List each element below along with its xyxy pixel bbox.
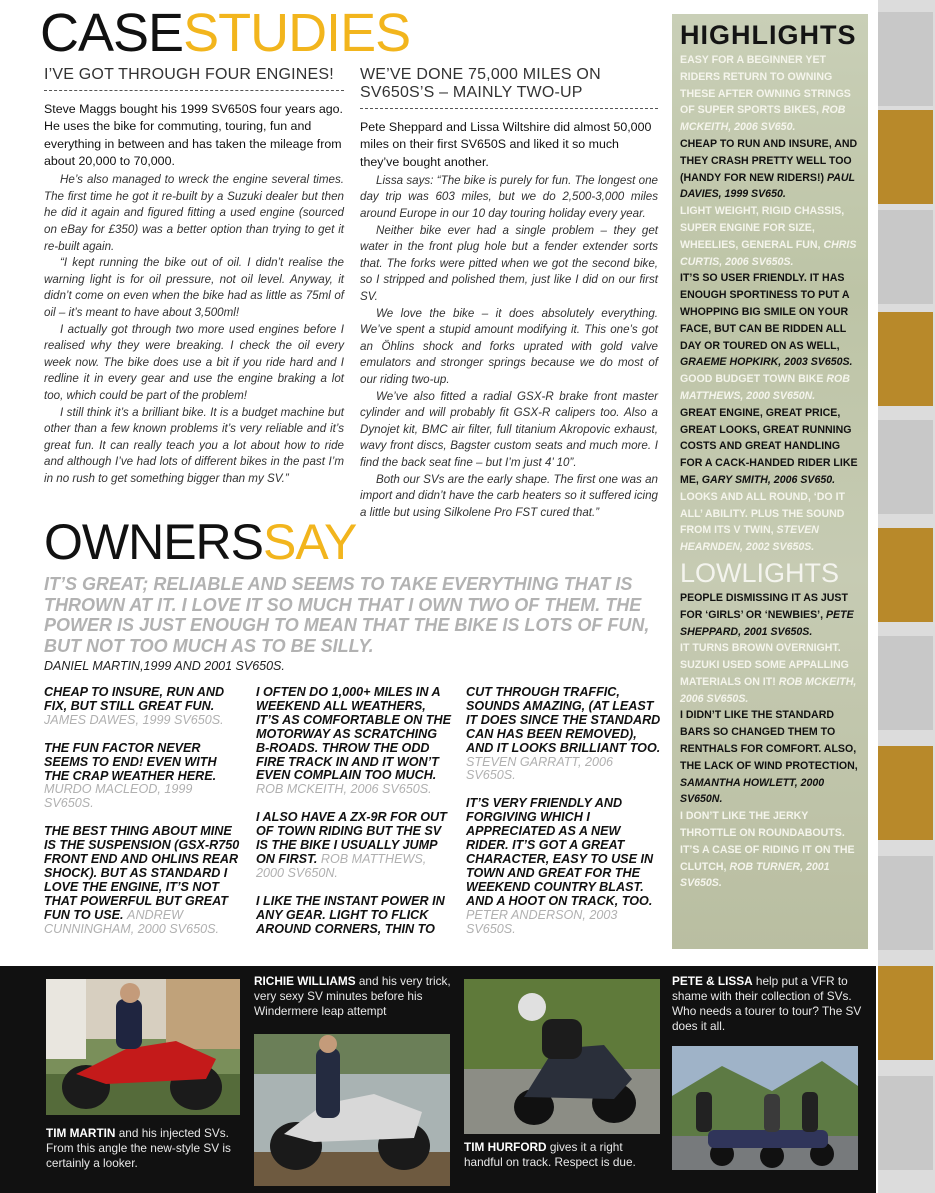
edge-tab <box>878 12 933 106</box>
sidebar-item-author: ROB MCKEITH, 2006 SV650. <box>680 104 846 134</box>
photo-pete-lissa <box>672 1046 858 1170</box>
photo-image <box>254 1034 450 1186</box>
caption-text: and his very trick, very sexy SV minutes before his Windermere leap attempt <box>254 974 451 1018</box>
owner-quote-author: ROB MCKEITH, 2006 SV650S. <box>256 782 432 797</box>
story-pete-lissa <box>360 66 658 521</box>
photo-richie-williams <box>254 1034 450 1186</box>
edge-tab <box>878 856 933 950</box>
owner-quote <box>44 686 240 728</box>
sidebar-item <box>680 52 860 136</box>
owner-quote <box>44 825 240 936</box>
edge-tab <box>878 1076 933 1170</box>
owner-quote-text: I ALSO HAVE A ZX-9R FOR OUT OF TOWN RIDING BUT THE SV IS THE BIKE I USUALLY JUMP ON FIRST. <box>256 810 447 866</box>
photo-caption <box>672 974 862 1034</box>
story-steve-maggs <box>44 66 344 487</box>
edge-tab <box>878 210 933 304</box>
story-paragraph: We’ve also fitted a radial GSX-R brake front master cylinder and will probably fit GSX-R calipers too. Also a Dynojet kit, BMC air filter, full titanium Akropovic exhaust, wavy front discs, Bagster custom seats and much more. I find the back seat fine – but I’m just 4’ 10”. <box>360 389 658 469</box>
sidebar-item-text: CHEAP TO RUN AND INSURE, AND THEY CRASH PRETTY WELL TOO (HANDY FOR NEW RIDERS!) <box>680 137 858 184</box>
lowlights-heading: LOWLIGHTS <box>680 557 840 588</box>
story-headline: WE’VE DONE 75,000 MILES ON SV650S’S – MAINLY TWO-UP <box>360 66 658 109</box>
sidebar-item <box>680 808 860 892</box>
sidebar-item <box>680 405 860 489</box>
story-paragraph: We love the bike – it does absolutely everything. We’ve spent a stupid amount modifying it. This one’s got an Öhlins shock and forks uprated with gold valve emulators and stronger springs because we do most of our riding two-up. <box>360 306 658 387</box>
quote-column-2 <box>256 686 452 951</box>
highlights-sidebar <box>672 14 868 949</box>
caption-text: help put a VFR to shame with their collection of SVs. Who needs a tourer to tour? The SV does it all. <box>672 974 862 1033</box>
owner-quote-text: CUT THROUGH TRAFFIC, SOUNDS AMAZING, (AT LEAST IT DOES SINCE THE STANDARD CAN HAS BEEN REMOVED), AND IT LOOKS BRILLIANT TOO. <box>466 685 661 755</box>
owner-quote-text: IT’S VERY FRIENDLY AND FORGIVING WHICH I APPRECIATED AS A NEW RIDER. IT’S GOT A GREAT CHARACTER, EASY TO USE IN TOWN AND GREAT FOR THE WEEKEND COUNTRY BLAST. AND A HOOT ON TRACK, TOO. <box>466 796 654 908</box>
owner-quote <box>466 686 662 783</box>
pull-quote-credit: DANIEL MARTIN,1999 AND 2001 SV650S. <box>44 659 285 673</box>
story-paragraph: I still think it’s a brilliant bike. It is a budget machine but other than a few known problems it’s very reliable and it’s great fun. It can really teach you a lot about how to ride and although I’ve had lots of different bikes in the past I’m in no rush to get something bigger than my SV.” <box>44 405 344 485</box>
title-part-2: STUDIES <box>183 3 411 63</box>
highlights-list <box>680 52 860 556</box>
sidebar-item-author: SAMANTHA HOWLETT, 2000 SV650N. <box>680 776 825 806</box>
sidebar-item-text: GREAT ENGINE, GREAT PRICE, GREAT LOOKS, GREAT RUNNING COSTS AND GREAT HANDLING FOR A CACK-HANDED RIDER LIKE ME, <box>680 406 858 486</box>
lowlights-list <box>680 590 860 892</box>
sidebar-item <box>680 371 860 405</box>
quote-column-1 <box>44 686 240 951</box>
story-paragraph: Both our SVs are the early shape. The first one was an import and didn’t have the carb heaters so it suffered icing a little but using Silkolene Pro FST cured that.” <box>360 472 658 519</box>
story-paragraph: “I kept running the bike out of oil. I didn’t realise the warning light is for oil pressure, not oil level. Anyway, it didn’t come on even when the bike had as little as 75ml of oil – it’s meant to have about 3,500ml! <box>44 256 344 319</box>
photo-tim-hurford <box>464 979 660 1134</box>
owner-quote <box>466 797 662 936</box>
sidebar-item-author: ROB TURNER, 2001 SV650S. <box>680 860 830 890</box>
owner-quote-text: CHEAP TO INSURE, RUN AND FIX, BUT STILL GREAT FUN. <box>44 685 225 713</box>
story-paragraph: He’s also managed to wreck the engine several times. The first time he got it re-built by a Suzuki dealer but then he did it again and figured fitting a used engine (sourced on eBay for £350) was a better option than trying to get it re-built again. <box>44 173 344 253</box>
title-part-1: CASE <box>40 3 184 63</box>
photo-strip <box>0 966 876 1193</box>
owner-quote <box>256 686 452 797</box>
story-paragraph: Neither bike ever had a single problem – they get water in the front plug hole but a fender extender sorts that. The forks were pitted when we got the second bike, so I stripped and polished them, just like I did on our first SV. <box>360 223 658 304</box>
edge-tab <box>878 746 933 840</box>
caption-name: PETE & LISSA <box>672 974 753 988</box>
owners-say-title <box>44 516 356 568</box>
caption-text: and his injected SVs. From this angle the new-style SV is certainly a looker. <box>46 1126 231 1170</box>
sidebar-item-text: I DON’T LIKE THE JERKY THROTTLE ON ROUNDABOUTS. IT’S A CASE OF RIDING IT ON THE CLUTCH, <box>680 810 855 873</box>
title-part-1: OWNERS <box>44 514 263 570</box>
owner-quote-text: I LIKE THE INSTANT POWER IN ANY GEAR. LIGHT TO FLICK AROUND CORNERS, THIN TO <box>256 893 445 936</box>
sidebar-item-author: PAUL DAVIES, 1999 SV650. <box>680 171 855 201</box>
photo-caption <box>46 1126 246 1171</box>
photo-caption <box>254 974 454 1019</box>
photo-image <box>46 979 240 1115</box>
story-paragraph: Lissa says: “The bike is purely for fun. The longest one day trip was 603 miles, but we do 2,500-3,000 miles around Europe in our 10 day touring holiday every year. <box>360 173 658 221</box>
story-paragraph: I actually got through two more used engines before I realised why they were breaking. I check the oil every week now. The bike does use a bit if you ride hard and I redline it in every gear and use the engine braking a lot too, which could be part of the problem! <box>44 322 344 402</box>
quote-column-3 <box>466 686 662 950</box>
owner-quote-author: MURDO MACLEOD, 1999 SV650S. <box>44 782 193 811</box>
photo-caption <box>464 1140 664 1170</box>
owner-quote-author: PETER ANDERSON, 2003 SV650S. <box>466 907 618 936</box>
owner-quote-text: THE FUN FACTOR NEVER SEEMS TO END! EVEN WITH THE CRAP WEATHER HERE. <box>44 740 217 783</box>
case-studies-title <box>40 3 411 63</box>
owner-quote-author: ROB MATTHEWS, 2000 SV650N. <box>256 851 427 880</box>
sidebar-item-text: I DIDN’T LIKE THE STANDARD BARS SO CHANGED THEM TO RENTHALS FOR COMFORT. ALSO, THE LACK OF WIND PROTECTION, <box>680 709 858 772</box>
owner-quote-author: JAMES DAWES, 1999 SV650S. <box>44 712 224 727</box>
owner-quote-text: I OFTEN DO 1,000+ MILES IN A WEEKEND ALL WEATHERS, IT’S AS COMFORTABLE ON THE MOTORWAY AS SCRATCHING B-ROADS. THROW THE ODD FIRE TRACK IN AND IT WON’T EVEN COMPLAIN TOO MUCH. <box>256 685 451 783</box>
sidebar-item-text: LOOKS AND ALL ROUND, ‘DO IT ALL’ ABILITY. PLUS THE SOUND FROM ITS V TWIN, <box>680 490 845 537</box>
sidebar-item-text: PEOPLE DISMISSING IT AS JUST FOR ‘GIRLS’ OR ‘NEWBIES’, <box>680 591 848 621</box>
sidebar-item <box>680 136 860 203</box>
sidebar-item-author: GRAEME HOPKIRK, 2003 SV650S. <box>680 356 853 369</box>
sidebar-item <box>680 203 860 270</box>
sidebar-item-text: IT TURNS BROWN OVERNIGHT. SUZUKI USED SOME APPALLING MATERIALS ON IT! <box>680 642 849 688</box>
sidebar-item-text: GOOD BUDGET TOWN BIKE <box>680 373 824 386</box>
sidebar-item-author: CHRIS CURTIS, 2006 SV650S. <box>680 238 857 268</box>
edge-tab <box>878 636 933 730</box>
caption-text: gives it a right handful on track. Respect is due. <box>464 1140 636 1169</box>
sidebar-item-author: GARY SMITH, 2006 SV650. <box>701 473 836 486</box>
sidebar-item <box>680 489 860 556</box>
sidebar-item-text: LIGHT WEIGHT, RIGID CHASSIS, SUPER ENGINE FOR SIZE, WHEELIES, GENERAL FUN, <box>680 205 845 251</box>
edge-tab <box>878 312 933 406</box>
photo-tim-martin <box>46 979 240 1115</box>
sidebar-item-author: PETE SHEPPARD, 2001 SV650S. <box>680 608 854 638</box>
caption-name: TIM HURFORD <box>464 1140 547 1154</box>
owner-quote-text: THE BEST THING ABOUT MINE IS THE SUSPENSION (GSX-R750 FRONT END AND OHLINS REAR SHOCK). BUT AS STANDARD I LOVE THE ENGINE, IT’S NOT THAT POWERFUL BUT GREAT FUN TO USE. <box>44 824 240 922</box>
edge-tab <box>878 528 933 622</box>
sidebar-item-author: ROB MATTHEWS, 2000 SV650N. <box>680 373 850 402</box>
sidebar-item <box>680 707 860 808</box>
edge-tab <box>878 966 933 1060</box>
story-lead: Steve Maggs bought his 1999 SV650S four years ago. He uses the bike for commuting, touring, fun and everything in between and has taken the mileage from about 20,000 to 70,000. <box>44 102 343 168</box>
highlights-heading: HIGHLIGHTS <box>680 20 857 50</box>
pull-quote: IT’S GREAT; RELIABLE AND SEEMS TO TAKE EVERYTHING THAT IS THROWN AT IT. I LOVE IT SO MUCH THAT I OWN TWO OF THEM. THE POWER IS JUST ENOUGH TO MEAN THAT THE BIKE IS LOTS OF FUN, BUT NOT TOO MUCH AS TO BE SILLY. <box>44 574 650 656</box>
edge-tab <box>878 110 933 204</box>
owner-quote-author: ANDREW CUNNINGHAM, 2000 SV650S. <box>44 907 219 936</box>
photo-image <box>464 979 660 1134</box>
sidebar-item-author: ROB MCKEITH, 2006 SV650S. <box>680 675 857 705</box>
sidebar-item-text: IT’S SO USER FRIENDLY. IT HAS ENOUGH SPORTINESS TO PUT A WHOPPING BIG SMILE ON YOUR FACE, BUT CAN BE RIDDEN ALL DAY OR TOURED ON AS WELL, <box>680 272 850 352</box>
owner-quote <box>256 811 452 881</box>
owner-quote-author: STEVEN GARRATT, 2006 SV650S. <box>466 754 613 783</box>
title-part-2: SAY <box>263 514 357 570</box>
edge-tab <box>878 420 933 514</box>
sidebar-item <box>680 590 860 640</box>
owner-quote <box>44 742 240 812</box>
caption-name: TIM MARTIN <box>46 1126 116 1140</box>
sidebar-item <box>680 270 860 371</box>
caption-name: RICHIE WILLIAMS <box>254 974 356 988</box>
sidebar-item <box>680 640 860 707</box>
sidebar-item-text: EASY FOR A BEGINNER YET RIDERS RETURN TO OWNING THESE AFTER OWNING STRINGS OF SUPER SPORTS BIKES, <box>680 54 851 117</box>
photo-image <box>672 1046 858 1170</box>
story-headline: I’VE GOT THROUGH FOUR ENGINES! <box>44 66 344 91</box>
owner-quote <box>256 895 452 937</box>
sidebar-item-author: STEVEN HEARNDEN, 2002 SV650S. <box>680 524 819 554</box>
story-lead: Pete Sheppard and Lissa Wiltshire did almost 50,000 miles on their first SV650S and liked it so much they’ve bought another. <box>360 120 652 169</box>
